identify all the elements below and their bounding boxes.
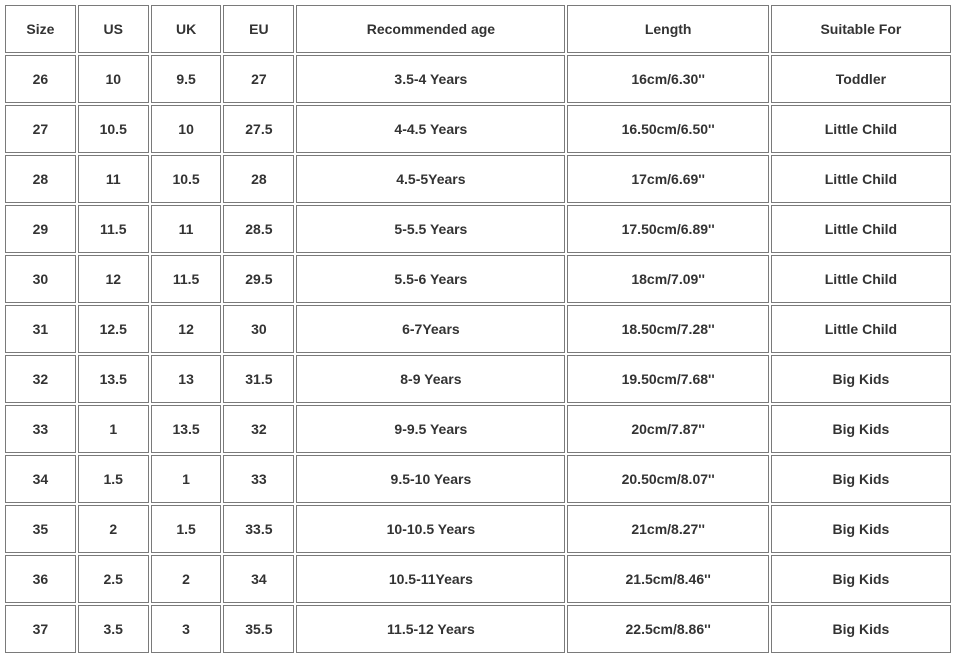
cell-uk: 11.5 [151, 255, 222, 303]
cell-recommended-age: 4.5-5Years [296, 155, 565, 203]
cell-eu: 33 [223, 455, 294, 503]
cell-us: 11.5 [78, 205, 149, 253]
header-eu: EU [223, 5, 294, 53]
cell-suitable-for: Little Child [771, 255, 951, 303]
cell-size: 34 [5, 455, 76, 503]
cell-eu: 33.5 [223, 505, 294, 553]
header-uk: UK [151, 5, 222, 53]
table-row [5, 555, 951, 603]
cell-size: 30 [5, 255, 76, 303]
size-chart-table [3, 3, 953, 655]
cell-size: 31 [5, 305, 76, 353]
cell-suitable-for: Toddler [771, 55, 951, 103]
cell-eu: 28.5 [223, 205, 294, 253]
table-row [5, 155, 951, 203]
table-row [5, 355, 951, 403]
cell-suitable-for: Little Child [771, 105, 951, 153]
size-chart [3, 3, 953, 654]
cell-size: 26 [5, 55, 76, 103]
cell-size: 32 [5, 355, 76, 403]
table-row [5, 455, 951, 503]
cell-eu: 35.5 [223, 605, 294, 653]
table-row [5, 105, 951, 153]
cell-eu: 30 [223, 305, 294, 353]
cell-us: 12 [78, 255, 149, 303]
cell-length: 16.50cm/6.50'' [567, 105, 768, 153]
cell-size: 29 [5, 205, 76, 253]
cell-us: 3.5 [78, 605, 149, 653]
cell-eu: 32 [223, 405, 294, 453]
cell-uk: 10 [151, 105, 222, 153]
cell-eu: 31.5 [223, 355, 294, 403]
cell-uk: 13 [151, 355, 222, 403]
cell-length: 18.50cm/7.28'' [567, 305, 768, 353]
cell-recommended-age: 10.5-11Years [296, 555, 565, 603]
cell-us: 13.5 [78, 355, 149, 403]
cell-suitable-for: Big Kids [771, 355, 951, 403]
table-row [5, 305, 951, 353]
cell-length: 19.50cm/7.68'' [567, 355, 768, 403]
cell-suitable-for: Little Child [771, 205, 951, 253]
cell-recommended-age: 9.5-10 Years [296, 455, 565, 503]
table-row [5, 205, 951, 253]
cell-length: 18cm/7.09'' [567, 255, 768, 303]
cell-recommended-age: 5-5.5 Years [296, 205, 565, 253]
cell-size: 33 [5, 405, 76, 453]
cell-eu: 28 [223, 155, 294, 203]
cell-recommended-age: 8-9 Years [296, 355, 565, 403]
header-suitable-for: Suitable For [771, 5, 951, 53]
cell-size: 37 [5, 605, 76, 653]
cell-uk: 2 [151, 555, 222, 603]
cell-recommended-age: 3.5-4 Years [296, 55, 565, 103]
cell-uk: 9.5 [151, 55, 222, 103]
cell-length: 22.5cm/8.86'' [567, 605, 768, 653]
cell-us: 10.5 [78, 105, 149, 153]
cell-us: 12.5 [78, 305, 149, 353]
header-us: US [78, 5, 149, 53]
cell-size: 35 [5, 505, 76, 553]
cell-suitable-for: Big Kids [771, 505, 951, 553]
cell-suitable-for: Big Kids [771, 605, 951, 653]
cell-eu: 29.5 [223, 255, 294, 303]
cell-uk: 1 [151, 455, 222, 503]
table-row [5, 505, 951, 553]
table-header-row [5, 5, 951, 53]
cell-length: 20cm/7.87'' [567, 405, 768, 453]
cell-recommended-age: 10-10.5 Years [296, 505, 565, 553]
cell-length: 16cm/6.30'' [567, 55, 768, 103]
cell-uk: 12 [151, 305, 222, 353]
cell-length: 17.50cm/6.89'' [567, 205, 768, 253]
cell-uk: 3 [151, 605, 222, 653]
cell-us: 2.5 [78, 555, 149, 603]
cell-recommended-age: 5.5-6 Years [296, 255, 565, 303]
cell-recommended-age: 4-4.5 Years [296, 105, 565, 153]
cell-eu: 34 [223, 555, 294, 603]
table-row [5, 605, 951, 653]
table-row [5, 405, 951, 453]
cell-uk: 1.5 [151, 505, 222, 553]
cell-recommended-age: 11.5-12 Years [296, 605, 565, 653]
header-recommended-age: Recommended age [296, 5, 565, 53]
cell-us: 11 [78, 155, 149, 203]
cell-recommended-age: 6-7Years [296, 305, 565, 353]
cell-length: 20.50cm/8.07'' [567, 455, 768, 503]
cell-uk: 11 [151, 205, 222, 253]
cell-eu: 27.5 [223, 105, 294, 153]
cell-length: 21cm/8.27'' [567, 505, 768, 553]
cell-suitable-for: Big Kids [771, 405, 951, 453]
cell-length: 17cm/6.69'' [567, 155, 768, 203]
table-row [5, 55, 951, 103]
cell-uk: 10.5 [151, 155, 222, 203]
cell-size: 36 [5, 555, 76, 603]
cell-us: 10 [78, 55, 149, 103]
header-length: Length [567, 5, 768, 53]
table-row [5, 255, 951, 303]
cell-size: 28 [5, 155, 76, 203]
cell-eu: 27 [223, 55, 294, 103]
cell-us: 2 [78, 505, 149, 553]
cell-suitable-for: Big Kids [771, 555, 951, 603]
header-size: Size [5, 5, 76, 53]
cell-suitable-for: Big Kids [771, 455, 951, 503]
cell-recommended-age: 9-9.5 Years [296, 405, 565, 453]
cell-length: 21.5cm/8.46'' [567, 555, 768, 603]
cell-us: 1 [78, 405, 149, 453]
cell-uk: 13.5 [151, 405, 222, 453]
cell-suitable-for: Little Child [771, 155, 951, 203]
cell-size: 27 [5, 105, 76, 153]
cell-us: 1.5 [78, 455, 149, 503]
cell-suitable-for: Little Child [771, 305, 951, 353]
